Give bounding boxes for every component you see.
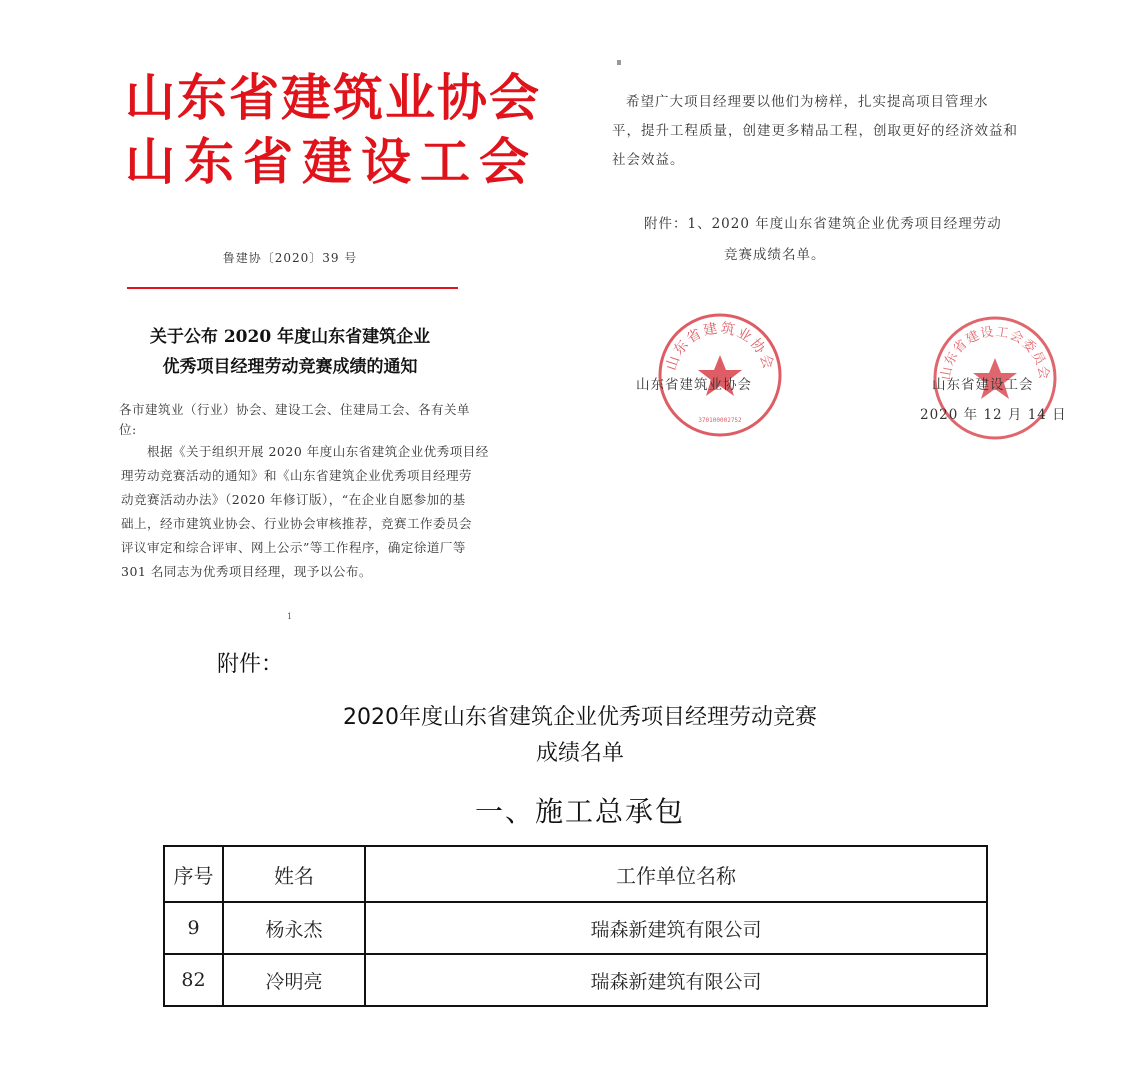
results-table — [163, 845, 988, 1007]
notice-body — [121, 440, 489, 584]
seal-right-text: 山东省建设工会委员会 — [938, 324, 1052, 382]
salutation-line2: 位: — [119, 422, 137, 437]
seal-left-code: 370100002752 — [698, 417, 742, 424]
header-name: 姓名 — [223, 846, 365, 902]
body-line: 根据《关于组织开展 2020 年度山东省建筑企业优秀项目经 — [147, 444, 489, 459]
body-line: 础上，经市建筑业协会、行业协会审核推荐，竞赛工作委员会 — [121, 516, 473, 531]
org-title-line1: 山东省建筑业协会 — [125, 68, 541, 127]
notice-title-line1: 关于公布 2020 年度山东省建筑企业 — [149, 327, 431, 347]
document-number: 鲁建协〔2020〕39 号 — [222, 251, 358, 265]
cell-index: 9 — [164, 902, 223, 954]
paragraph-line: 平，提升工程质量，创建更多精品工程，创取更好的经济效益和 — [612, 123, 1018, 139]
paragraph-line: 社会效益。 — [612, 152, 685, 168]
notice-title-line2: 优秀项目经理劳动竞赛成绩的通知 — [162, 357, 418, 377]
body-line: 评议审定和综合评审、网上公示”等工作程序，确定徐道厂等 — [121, 540, 466, 555]
attachment-note-line1: 附件：1、2020 年度山东省建筑企业优秀项目经理劳动 — [644, 216, 1002, 232]
red-divider — [127, 287, 458, 289]
cell-employer: 瑞森新建筑有限公司 — [365, 902, 987, 954]
seal-left-text: 山东省建筑业协会 — [663, 320, 777, 373]
table-row — [164, 902, 987, 954]
body-line: 动竞赛活动办法》（2020 年修订版），“在企业自愿参加的基 — [121, 492, 466, 507]
cell-name: 冷明亮 — [223, 954, 365, 1006]
issue-date: 2020 年 12 月 14 日 — [920, 407, 1067, 423]
section-title: 一、施工总承包 — [474, 795, 685, 828]
attachment-note-line2: 竞赛成绩名单。 — [724, 247, 826, 263]
cell-employer: 瑞森新建筑有限公司 — [365, 954, 987, 1006]
scan-dot — [617, 60, 621, 65]
header-employer: 工作单位名称 — [365, 846, 987, 902]
closing-paragraph — [612, 88, 1062, 175]
table-row — [164, 954, 987, 1006]
cell-index: 82 — [164, 954, 223, 1006]
body-line: 301 名同志为优秀项目经理，现予以公布。 — [121, 564, 372, 579]
body-line: 理劳动竞赛活动的通知》和《山东省建筑企业优秀项目经理劳 — [121, 468, 473, 483]
header-index: 序号 — [164, 846, 223, 902]
signatory-right: 山东省建设工会 — [932, 377, 1034, 393]
salutation-line1: 各市建筑业（行业）协会、建设工会、住建局工会、各有关单 — [119, 402, 471, 417]
org-title-line2: 山东省建设工会 — [125, 132, 538, 191]
signatory-left: 山东省建筑业协会 — [636, 377, 752, 393]
cell-name: 杨永杰 — [223, 902, 365, 954]
paragraph-line: 希望广大项目经理要以他们为榜样，扎实提高项目管理水 — [626, 94, 989, 110]
attachment-label: 附件： — [217, 652, 284, 677]
list-title-line2: 成绩名单 — [535, 741, 624, 766]
table-header-row — [164, 846, 987, 902]
page-mark: 1 — [287, 612, 293, 621]
list-title-line1: 2020年度山东省建筑企业优秀项目经理劳动竞赛 — [343, 705, 817, 730]
